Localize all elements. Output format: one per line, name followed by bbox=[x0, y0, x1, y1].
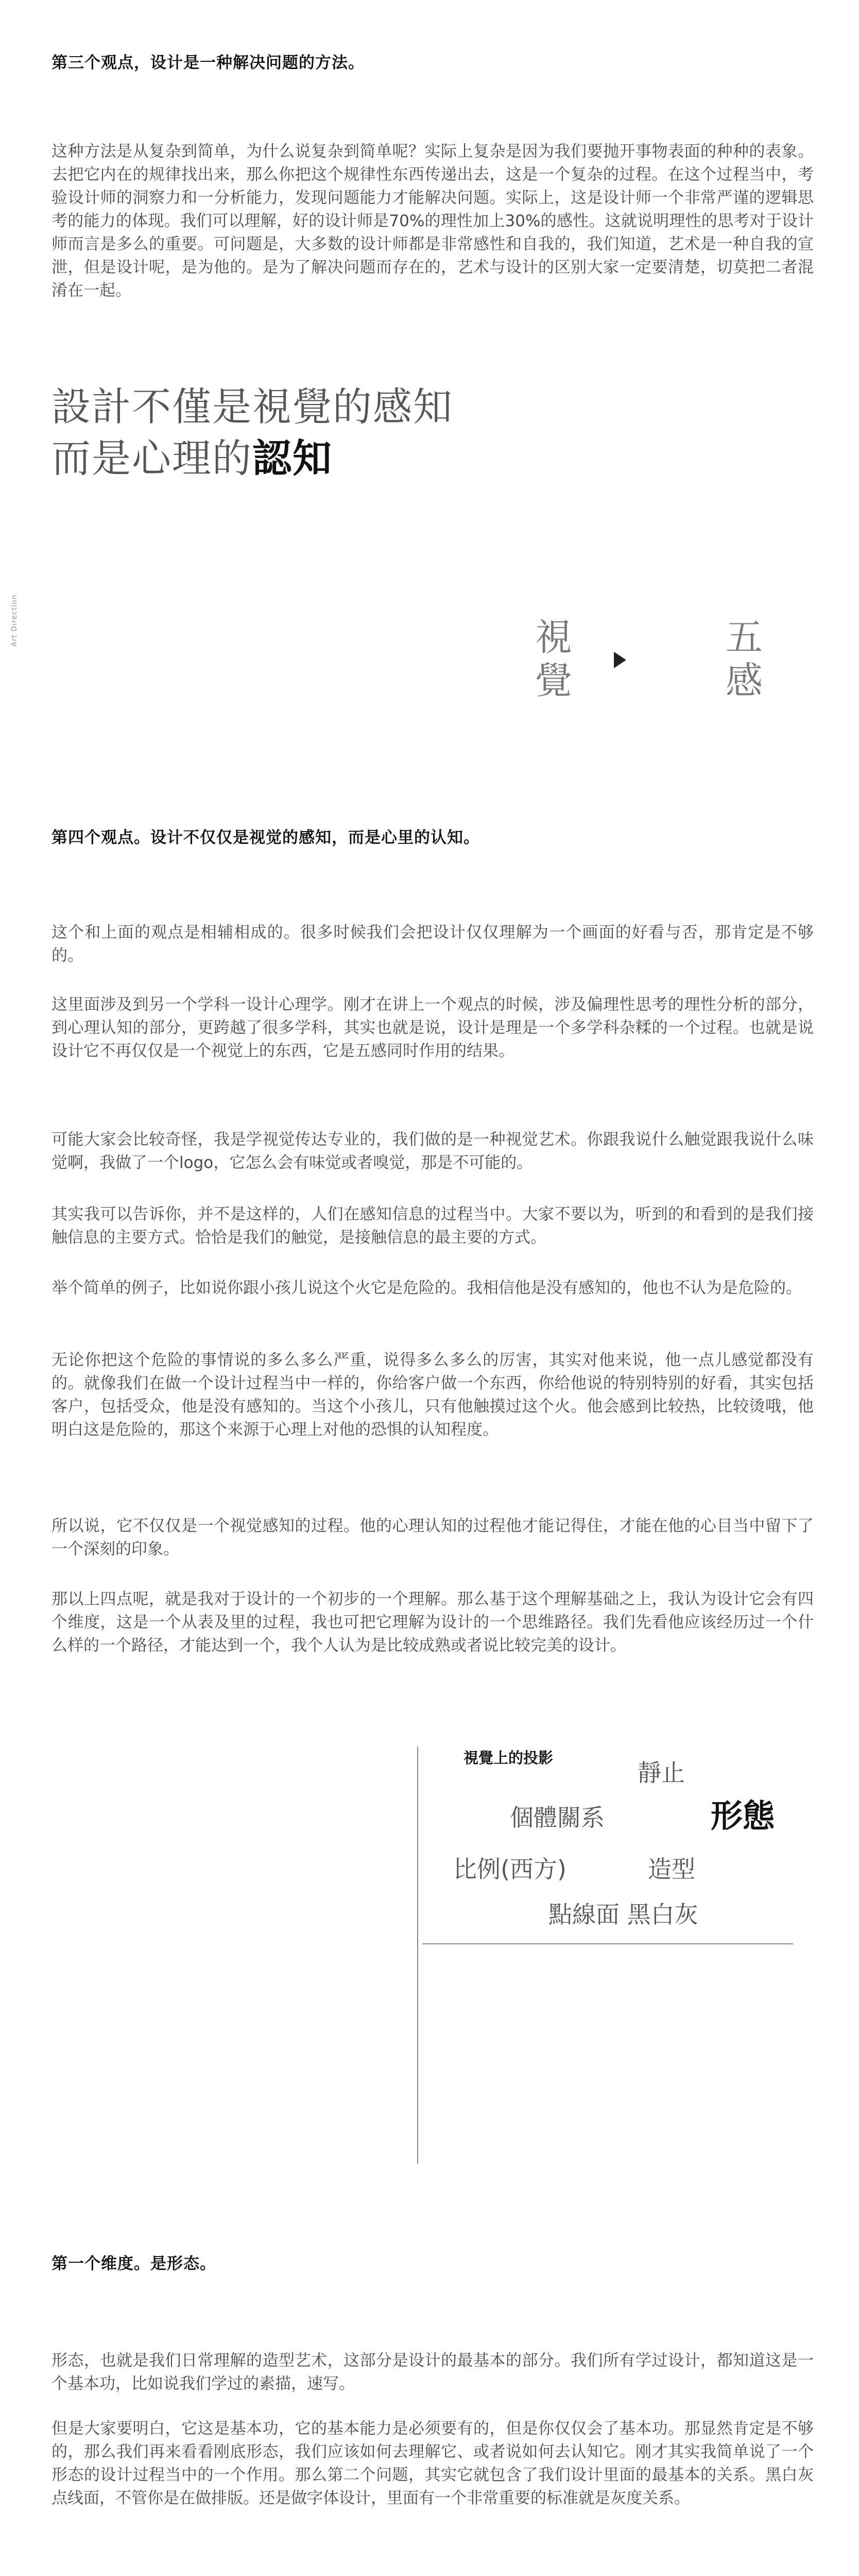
paragraph: 可能大家会比较奇怪，我是学视觉传达专业的，我们做的是一种视觉艺术。你跟我说什么触觉跟我说什么味觉啊，我做了一个logo，它怎么会有味觉或者嗅觉，那是不可能的。 bbox=[51, 1130, 814, 1172]
paragraph: 其实我可以告诉你，并不是这样的，人们在感知信息的过程当中。大家不要以为，听到的和看到的是我们接触信息的主要方式。恰恰是我们的触觉，是接触信息的最主要的方式。 bbox=[51, 1205, 814, 1247]
visual-char-2: 覺 bbox=[535, 659, 572, 702]
section-heading-dimension-1: 第一个维度。是形态。 bbox=[51, 2255, 216, 2273]
page-title-line-2 bbox=[51, 433, 333, 484]
paragraph: 形态，也就是我们日常理解的造型艺术，这部分是设计的最基本的部分。我们所有学过设计，都知道这是一个基本功，比如说我们学过的素描，速写。 bbox=[51, 2351, 814, 2393]
diagram-label: 視覺上的投影 bbox=[463, 1749, 554, 1767]
paragraph: 举个简单的例子，比如说你跟小孩儿说这个火它是危险的。我相信他是没有感知的，他也不认为是危险的。 bbox=[51, 1279, 802, 1297]
page-title-line-1: 設計不僅是視覺的感知 bbox=[51, 384, 453, 430]
senses-stack bbox=[721, 616, 767, 702]
term-form: 形態 bbox=[711, 1797, 775, 1835]
term-modeling: 造型 bbox=[648, 1855, 695, 1883]
paragraph: 无论你把这个危险的事情说的多么多么严重，说得多么多么的厉害，其实对他来说，他一点儿感觉都没有的。就像我们在做一个设计过程当中一样的，你给客户做一个东西，你给他说的特别特别的好看，其实包括客户，包括受众，他是没有感知的。当这个小孩儿，只有他触摸过这个火。他会感到比较热，比较烫哦，他明白这是危险的，那这个来源于心理上对他的恐惧的认知程度。 bbox=[51, 1351, 814, 1439]
title-prefix: 而是心理的 bbox=[51, 435, 252, 481]
diagram-axis-vertical bbox=[417, 1747, 418, 2164]
paragraph: 这里面涉及到另一个学科一设计心理学。刚才在讲上一个观点的时候，涉及偏理性思考的理性分析的部分，到心理认知的部分，更跨越了很多学科，其实也就是说，设计是理是一个多学科杂糅的一个过程。也就是说设计它不再仅仅是一个视觉上的东西，它是五感同时作用的结果。 bbox=[51, 995, 814, 1060]
section-heading-4: 第四个观点。设计不仅仅是视觉的感知，而是心里的认知。 bbox=[51, 828, 480, 847]
term-proportion: 比例(西方) bbox=[453, 1855, 566, 1883]
senses-char-1: 五 bbox=[725, 616, 763, 659]
term-point-line-plane: 點線面 黑白灰 bbox=[548, 1901, 698, 1928]
visual-stack bbox=[530, 616, 577, 702]
paragraph: 但是大家要明白，它这是基本功，它的基本能力是必须要有的，但是你仅仅会了基本功。那显然肯定是不够的，那么我们再来看看刚底形态，我们应该如何去理解它、或者说如何去认知它。刚才其实我简单说了一个形态的设计过程当中的一个作用。那么第二个问题，其实它就包含了我们设计里面的最基本的关系。黑白灰点线面，不管你是在做排版。还是做字体设计，里面有一个非常重要的标准就是灰度关系。 bbox=[51, 2419, 814, 2507]
side-label: Art Direction bbox=[10, 594, 19, 647]
paragraph: 这种方法是从复杂到简单，为什么说复杂到简单呢？实际上复杂是因为我们要抛开事物表面的种种的表象。去把它内在的规律找出来，那么你把这个规律性东西传递出去，这是一个复杂的过程。在这个过程当中，考验设计师的洞察力和一分析能力，发现问题能力才能解决问题。实际上，这是设计师一个非常严谨的逻辑思考的能力的体现。我们可以理解，好的设计师是70%的理性加上30%的感性。这就说明理性的思考对于设计师而言是多么的重要。可问题是，大多数的设计师都是非常感性和自我的，我们知道，艺术是一种自我的宣泄，但是设计呢，是为他的。是为了解决问题而存在的，艺术与设计的区别大家一定要清楚，切莫把二者混淆在一起。 bbox=[51, 142, 814, 300]
paragraph: 这个和上面的观点是相辅相成的。很多时候我们会把设计仅仅理解为一个画面的好看与否，那肯定是不够的。 bbox=[51, 923, 814, 965]
diagram-axis-horizontal bbox=[422, 1943, 793, 1944]
title-emphasis: 認知 bbox=[252, 435, 333, 481]
arrow-right-icon bbox=[614, 652, 626, 668]
section-heading-3: 第三个观点，设计是一种解决问题的方法。 bbox=[51, 54, 365, 72]
paragraph: 所以说，它不仅仅是一个视觉感知的过程。他的心理认知的过程他才能记得住，才能在他的心目当中留下了一个深刻的印象。 bbox=[51, 1517, 814, 1558]
senses-char-2: 感 bbox=[725, 659, 763, 702]
term-stillness: 靜止 bbox=[638, 1759, 685, 1787]
paragraph: 那以上四点呢，就是我对于设计的一个初步的一个理解。那么基于这个理解基础之上，我认为设计它会有四个维度，这是一个从表及里的过程，我也可把它理解为设计的一个思维路径。我们先看他应该经历过一个什么样的一个路径，才能达到一个，我个人认为是比较成熟或者说比较完美的设计。 bbox=[51, 1590, 814, 1655]
term-individual-relation: 個體關系 bbox=[510, 1804, 605, 1832]
visual-char-1: 視 bbox=[535, 616, 572, 659]
